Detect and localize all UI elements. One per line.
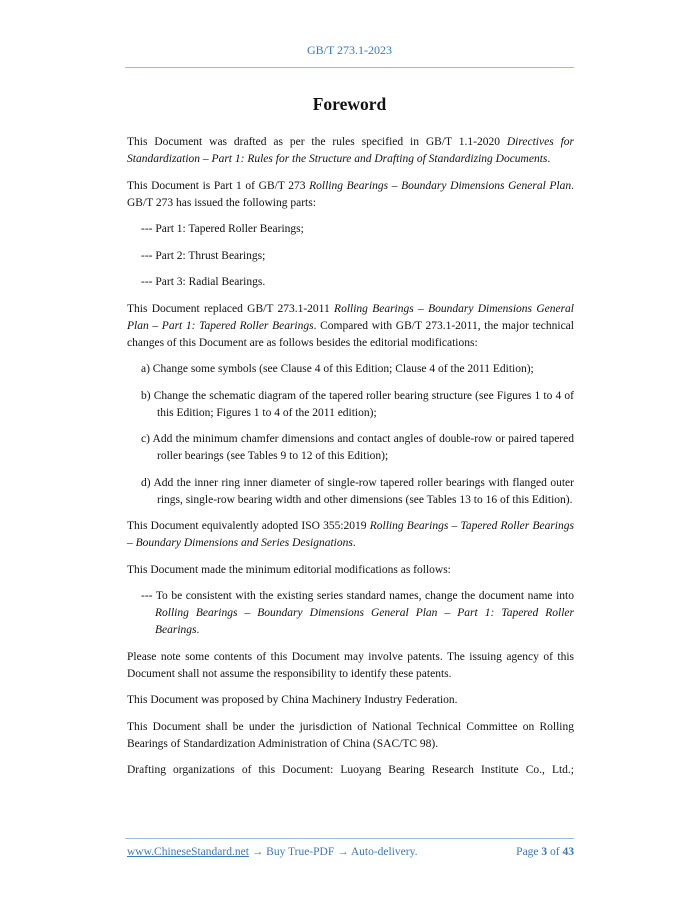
list-item-part-2: --- Part 2: Thrust Bearings;	[141, 249, 266, 262]
page-header	[125, 43, 574, 58]
paragraph-part-of: This Document is Part 1 of GB/T 273 Rolling Bearings – Boundary Dimensions General Plan. GB/T 273 has issued the following parts:	[127, 179, 574, 209]
paragraph-drafting-rules: This Document was drafted as per the rules specified in GB/T 1.1-2020 Directives for Standardization – Part 1: Rules for the Structure and Drafting of Standardizing Documents.	[127, 136, 574, 165]
list-item-part-1: --- Part 1: Tapered Roller Bearings;	[141, 223, 304, 235]
paragraph-proposed-by: This Document was proposed by China Machinery Industry Federation.	[127, 694, 458, 706]
paragraph-modifications: This Document made the minimum editorial modifications as follows:	[127, 563, 451, 576]
auto-delivery-text: Auto-delivery.	[348, 846, 418, 858]
list-item-part-3: --- Part 3: Radial Bearings.	[141, 276, 266, 288]
change-item-b: b) Change the schematic diagram of the tapered roller bearing structure (see Figures 1 to 4 of this Edition; Figures 1 to 4 of the 2011 edition);	[141, 389, 574, 419]
footer-promo	[127, 846, 418, 858]
change-item-d: d) Add the inner ring inner diameter of single-row tapered roller bearings with flanged outer rings, single-row bearing width and other dimensions (see Tables 13 to 16 of this Edition).	[141, 476, 574, 506]
page-total: 43	[562, 846, 574, 858]
document-code: GB/T 273.1-2023	[306, 43, 393, 57]
modification-item: --- To be consistent with the existing series standard names, change the document name into Rolling Bearings – Boundary Dimensions General Plan – Part 1: Tapered Roller Bearings.	[141, 590, 574, 636]
paragraph-drafting-orgs: Drafting organizations of this Document: Luoyang Bearing Research Institute Co., Ltd.;	[127, 764, 574, 776]
header-divider	[125, 67, 574, 68]
arrow-right-icon: →	[251, 846, 264, 858]
page-title: Foreword	[312, 94, 387, 114]
foreword-body	[127, 134, 574, 789]
paragraph-iso-adoption: This Document equivalently adopted ISO 355:2019 Rolling Bearings – Tapered Roller Bearings – Boundary Dimensions and Series Designations.	[127, 520, 574, 549]
paragraph-jurisdiction: This Document shall be under the jurisdiction of National Technical Committee on Rolling Bearings of Standardization Administration of China (SAC/TC 98).	[127, 720, 574, 750]
website-link[interactable]: www.ChineseStandard.net	[127, 846, 249, 858]
page-indicator: Page 3 of 43	[516, 846, 574, 858]
page-footer	[127, 846, 574, 858]
change-item-a: a) Change some symbols (see Clause 4 of this Edition; Clause 4 of the 2011 Edition);	[141, 363, 534, 375]
change-item-c: c) Add the minimum chamfer dimensions and contact angles of double-row or paired tapered roller bearings (see Tables 9 to 12 of this Edition);	[141, 433, 574, 462]
page-number: 3	[541, 846, 548, 858]
footer-divider	[125, 838, 574, 839]
paragraph-patents: Please note some contents of this Document may involve patents. The issuing agency of this Document shall not assume the responsibility to identify these patents.	[127, 650, 574, 680]
paragraph-replaced: This Document replaced GB/T 273.1-2011 Rolling Bearings – Boundary Dimensions General Plan – Part 1: Tapered Roller Bearings. Compared with GB/T 273.1-2011, the major technical changes of this Document are as follows besides the editorial modifications:	[127, 302, 575, 349]
buy-pdf-text: Buy True-PDF	[263, 846, 338, 858]
arrow-right-icon: →	[337, 846, 349, 858]
